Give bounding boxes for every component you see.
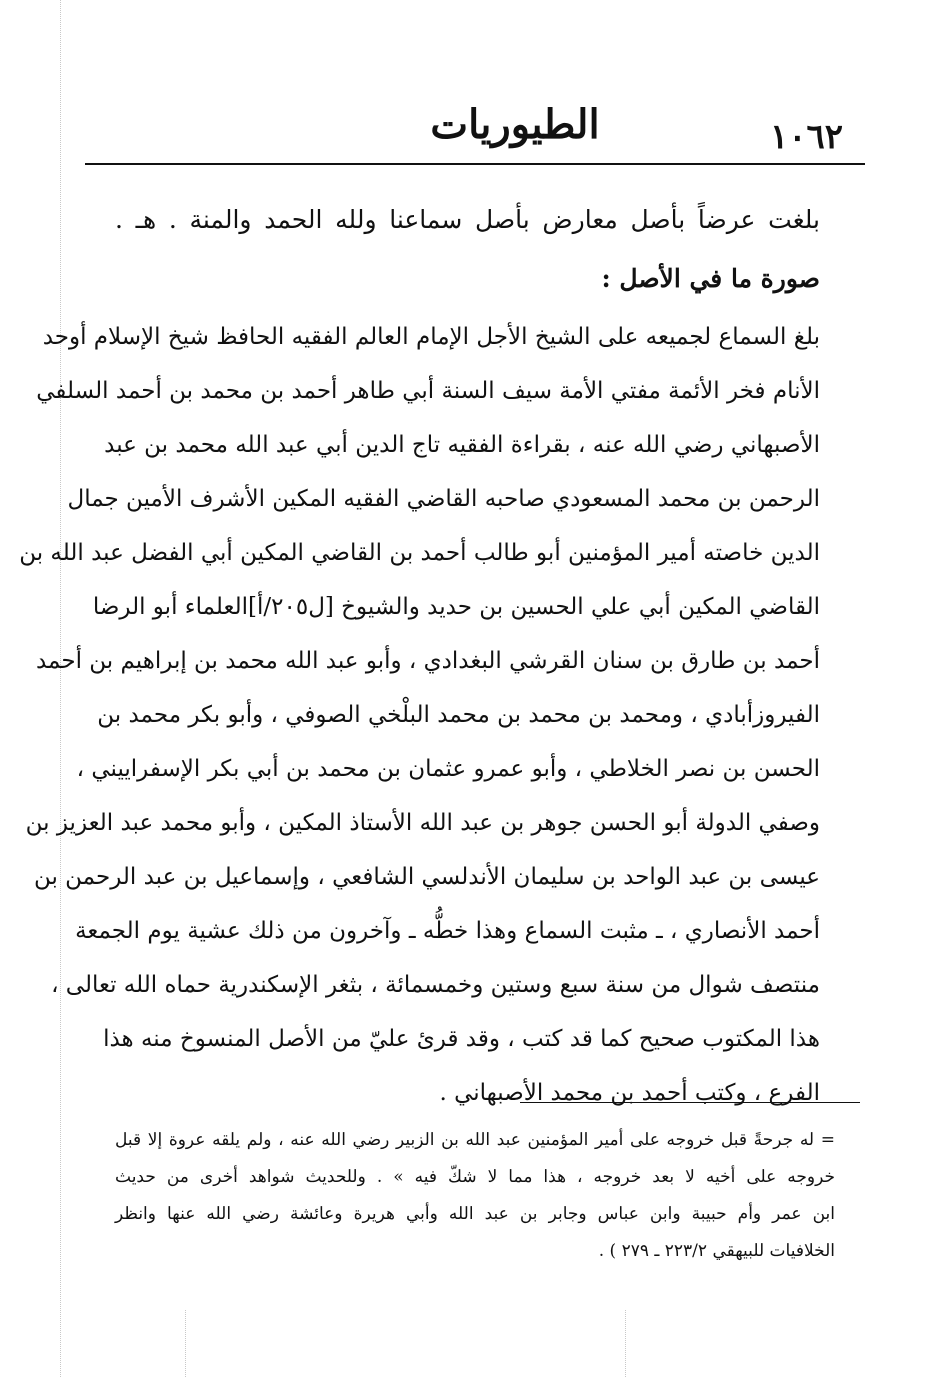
text-line: بلغ السماع لجميعه على الشيخ الأجل الإمام العالم الفقيه الحافظ شيخ الإسلام أوحد	[42, 324, 820, 350]
scan-guide-line	[625, 1310, 626, 1377]
section-heading: صورة ما في الأصل :	[601, 264, 820, 293]
footnotes	[115, 1122, 835, 1270]
text-line: أحمد بن طارق بن سنان القرشي البغدادي ، وأبو عبد الله محمد بن إبراهيم بن أحمد	[35, 648, 820, 674]
text-line: أحمد الأنصاري ، ـ مثبت السماع وهذا خطُّه ـ وآخرون من ذلك عشية يوم الجمعة	[75, 918, 820, 944]
running-title: الطيوريات	[430, 101, 600, 148]
text-line: هذا المكتوب صحيح كما قد كتب ، وقد قرئ عليّ من الأصل المنسوخ منه هذا	[103, 1026, 820, 1052]
footnote-line: ابن عمر وأم حبيبة وابن عباس وجابر بن عبد الله وأبي هريرة وعائشة رضي الله عنها وانظر	[115, 1204, 835, 1224]
text-line: منتصف شوال من سنة سبع وستين وخمسمائة ، بثغر الإسكندرية حماه الله تعالى ،	[51, 972, 820, 998]
text-line: عيسى بن عبد الواحد بن سليمان الأندلسي الشافعي ، وإسماعيل بن عبد الرحمن بن	[33, 864, 820, 890]
text-line: الدين خاصته أمير المؤمنين أبو طالب أحمد بن القاضي المكين أبي الفضل عبد الله بن	[19, 540, 820, 566]
text-line: الفرع ، وكتب أحمد بن محمد الأصبهاني .	[439, 1080, 820, 1106]
footnote-line: = له جرحةً قبل خروجه على أمير المؤمنين عبد الله بن الزبير رضي الله عنه ، ولم يلقه عروة إلا قبل	[115, 1130, 835, 1150]
text-line: وصفي الدولة أبو الحسن جوهر بن عبد الله الأستاذ المكين ، وأبو محمد عبد العزيز بن	[25, 810, 820, 836]
text-line: الأنام فخر الأئمة مفتي الأمة سيف السنة أبي طاهر أحمد بن محمد بن أحمد السلفي	[36, 378, 820, 404]
header-rule	[85, 163, 865, 165]
scan-guide-line	[60, 0, 61, 1377]
footnote-line: خروجه على أخيه لا بعد خروجه ، هذا مما لا شكّ فيه » . وللحديث شواهد أخرى من حديث	[115, 1167, 835, 1187]
text-line: الأصبهاني رضي الله عنه ، بقراءة الفقيه تاج الدين أبي عبد الله محمد بن عبد	[104, 432, 820, 458]
main-text	[19, 192, 820, 1120]
text-line: القاضي المكين أبي علي الحسين بن حديد والشيوخ [ل٢٠٥/أ]العلماء أبو الرضا	[92, 594, 820, 620]
text-line: الحسن بن نصر الخلاطي ، وأبو عمرو عثمان بن محمد بن أبي بكر الإسفراييني ،	[76, 756, 820, 782]
footnote-rule	[520, 1102, 860, 1103]
page-header	[85, 95, 865, 165]
scan-guide-line	[185, 1310, 186, 1377]
text-line: الرحمن بن محمد المسعودي صاحبه القاضي الفقيه المكين الأشرف الأمين جمال	[67, 486, 820, 512]
text-line: الفيروزأبادي ، ومحمد بن محمد بن محمد البلْخي الصوفي ، وأبو بكر محمد بن	[97, 702, 820, 728]
text-line: بلغت عرضاً بأصل معارض بأصل سماعنا ولله الحمد والمنة . هـ .	[115, 205, 820, 234]
page-number: ١٠٦٢	[769, 117, 843, 157]
footnote-line: الخلافيات للبيهقي ٢٢٣/٢ ـ ٢٧٩ ) .	[598, 1241, 835, 1261]
